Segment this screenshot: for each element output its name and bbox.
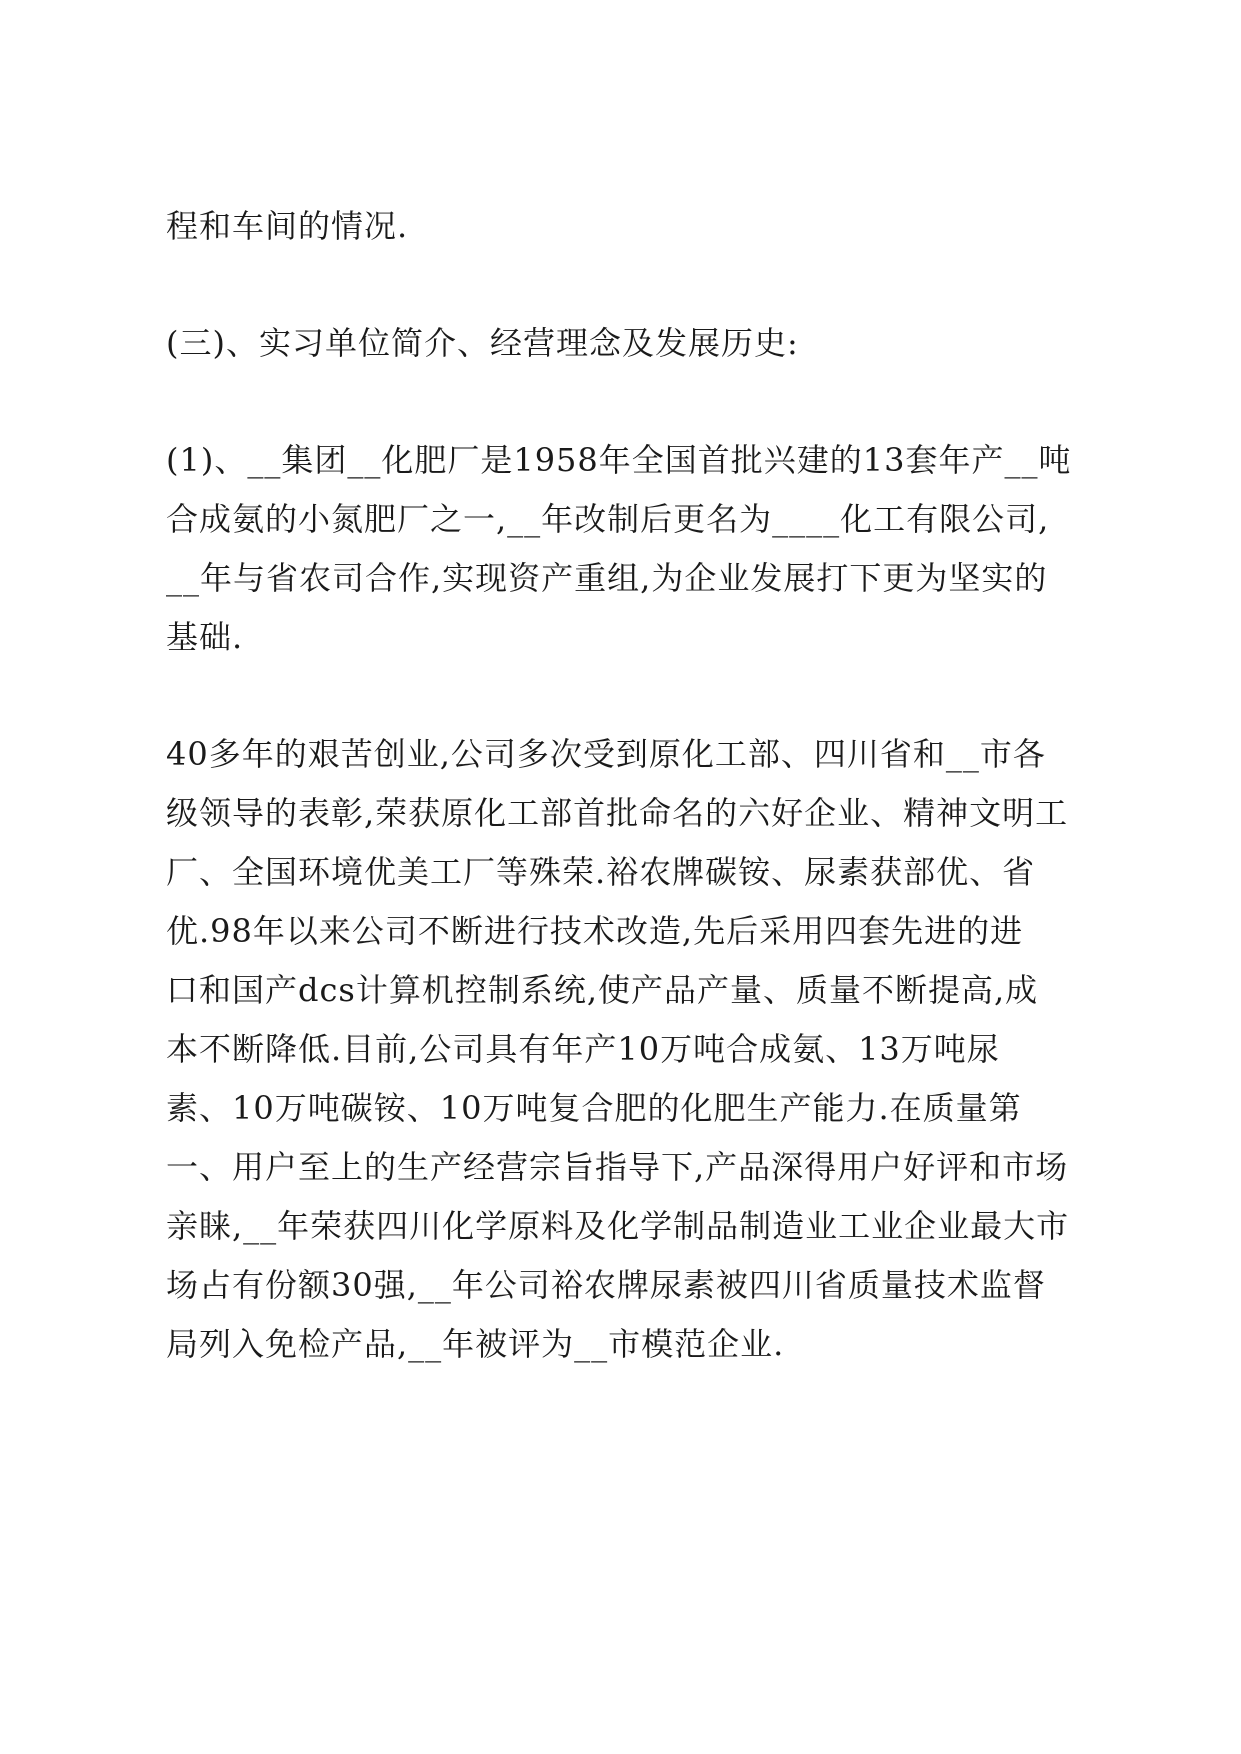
paragraph-3-line-4: 基础.: [166, 618, 244, 656]
paragraph-3-line-2: 合成氨的小氮肥厂之一,__年改制后更名为____化工有限公司,: [166, 500, 1050, 538]
paragraph-4-line-10: 场占有份额30强,__年公司裕农牌尿素被四川省质量技术监督: [166, 1266, 1046, 1304]
paragraph-4-line-9: 亲睐,__年荣获四川化学原料及化学制品制造业工业企业最大市: [166, 1207, 1070, 1245]
paragraph-4-line-1: 40多年的艰苦创业,公司多次受到原化工部、四川省和__市各: [166, 735, 1046, 773]
paragraph-4-line-2: 级领导的表彰,荣获原化工部首批命名的六好企业、精神文明工: [166, 794, 1069, 832]
paragraph-4-line-5: 口和国产dcs计算机控制系统,使产品产量、质量不断提高,成: [166, 971, 1039, 1009]
paragraph-4-line-6: 本不断降低.目前,公司具有年产10万吨合成氨、13万吨尿: [166, 1030, 1000, 1068]
paragraph-4-line-3: 厂、全国环境优美工厂等殊荣.裕农牌碳铵、尿素获部优、省: [166, 853, 1036, 891]
paragraph-4-line-4: 优.98年以来公司不断进行技术改造,先后采用四套先进的进: [166, 912, 1024, 950]
section-heading: (三)、实习单位简介、经营理念及发展历史:: [166, 324, 799, 362]
paragraph-4-line-8: 一、用户至上的生产经营宗旨指导下,产品深得用户好评和市场: [166, 1148, 1069, 1186]
paragraph-4-line-11: 局列入免检产品,__年被评为__市模范企业.: [166, 1325, 785, 1363]
paragraph-3-line-3: __年与省农司合作,实现资产重组,为企业发展打下更为坚实的: [166, 559, 1048, 597]
paragraph-1-line-1: 程和车间的情况.: [166, 207, 409, 245]
paragraph-4-line-7: 素、10万吨碳铵、10万吨复合肥的化肥生产能力.在质量第: [166, 1089, 1022, 1127]
paragraph-3-line-1: (1)、__集团__化肥厂是1958年全国首批兴建的13套年产__吨: [166, 441, 1072, 479]
